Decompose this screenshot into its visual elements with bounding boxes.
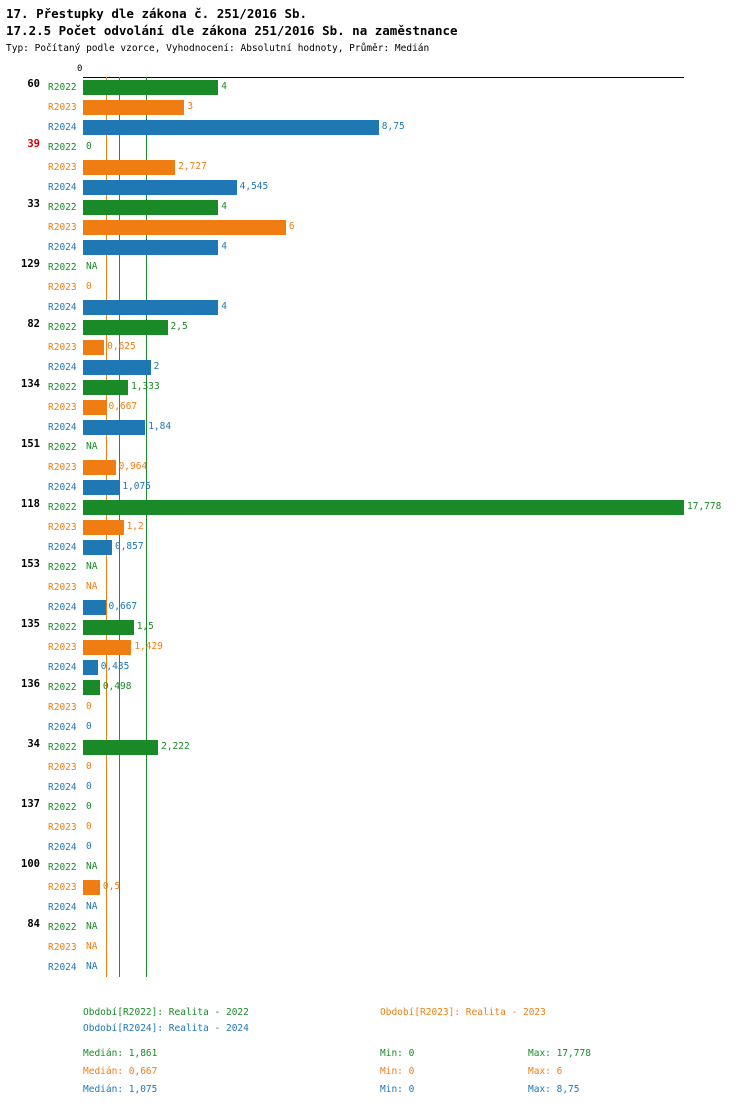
bar-fill xyxy=(83,460,116,475)
bar-fill xyxy=(83,640,131,655)
bar-value-label: 4 xyxy=(221,81,227,92)
bar-row xyxy=(0,238,750,258)
bar-value-label: 4 xyxy=(221,241,227,252)
bar-value-label: 2 xyxy=(153,361,160,372)
bar-value-label: 0 xyxy=(86,761,92,772)
page-title: 17.2.5 Počet odvolání dle zákona 251/2016 Sb. na zaměstnance xyxy=(6,23,458,38)
bar-row xyxy=(0,798,750,818)
bar-row xyxy=(0,458,750,478)
bar[interactable] xyxy=(83,500,684,515)
bar-fill xyxy=(83,480,119,495)
bar[interactable] xyxy=(83,680,100,695)
bar-fill xyxy=(83,160,175,175)
bar-fill xyxy=(83,360,151,375)
bar-row xyxy=(0,78,750,98)
bar-fill xyxy=(83,340,104,355)
min-value: Min: 0 xyxy=(380,1066,415,1077)
bar-group xyxy=(0,258,750,318)
series-label[interactable]: R2024 xyxy=(48,662,77,673)
group-label[interactable]: 136 xyxy=(21,678,40,690)
bar-row xyxy=(0,298,750,318)
chart-header xyxy=(0,0,750,56)
chart-legend xyxy=(0,1005,750,1037)
bar-fill xyxy=(83,680,100,695)
bar-value-label: 0 xyxy=(86,841,92,852)
series-label[interactable]: R2023 xyxy=(48,942,77,953)
series-label[interactable]: R2023 xyxy=(48,402,77,413)
series-label[interactable]: R2023 xyxy=(48,762,77,773)
bar[interactable] xyxy=(83,740,158,755)
bar-value-label: 0 xyxy=(86,781,92,792)
series-label[interactable]: R2023 xyxy=(48,642,77,653)
bar-value-label: NA xyxy=(86,941,98,952)
bar[interactable] xyxy=(83,600,106,615)
group-label[interactable]: 134 xyxy=(21,378,40,390)
group-label[interactable]: 137 xyxy=(21,798,40,810)
bar-row xyxy=(0,138,750,158)
bar-row xyxy=(0,358,750,378)
series-label[interactable]: R2022 xyxy=(48,442,77,453)
bar-row xyxy=(0,118,750,138)
series-label[interactable]: R2022 xyxy=(48,322,77,333)
bar-value-label: NA xyxy=(86,261,98,272)
group-label[interactable]: 153 xyxy=(21,558,40,570)
bar[interactable] xyxy=(83,320,168,335)
stats-row xyxy=(0,1081,750,1099)
series-label[interactable]: R2023 xyxy=(48,162,77,173)
bar-row xyxy=(0,618,750,638)
bar-value-label: 0,5 xyxy=(102,881,121,892)
bar-row xyxy=(0,198,750,218)
bar-value-label: 1,5 xyxy=(136,621,154,632)
group-label[interactable]: 39 xyxy=(27,138,40,150)
bar-row xyxy=(0,418,750,438)
group-label[interactable]: 82 xyxy=(27,318,40,330)
bar-fill xyxy=(83,100,184,115)
bar-fill xyxy=(83,620,134,635)
bar[interactable] xyxy=(83,340,104,355)
bar-row xyxy=(0,218,750,238)
bar-value-label: 2,5 xyxy=(170,321,188,332)
series-label[interactable]: R2022 xyxy=(48,382,77,393)
bar-row xyxy=(0,858,750,878)
series-label[interactable]: R2022 xyxy=(48,502,77,513)
bar-row xyxy=(0,958,750,978)
series-label[interactable]: R2024 xyxy=(48,542,77,553)
series-label[interactable]: R2024 xyxy=(48,782,77,793)
series-label[interactable]: R2022 xyxy=(48,142,77,153)
bar-row xyxy=(0,98,750,118)
bar[interactable] xyxy=(83,660,98,675)
bar-row xyxy=(0,818,750,838)
bar-value-label: 1,2 xyxy=(126,521,144,532)
series-label[interactable]: R2023 xyxy=(48,342,77,353)
bar[interactable] xyxy=(83,380,128,395)
series-label[interactable]: R2024 xyxy=(48,302,77,313)
bar-groups xyxy=(0,78,750,978)
bar-row xyxy=(0,778,750,798)
bar-value-label: 4 xyxy=(221,301,227,312)
series-label[interactable]: R2024 xyxy=(48,182,77,193)
bar-row xyxy=(0,638,750,658)
bar-row xyxy=(0,718,750,738)
series-label[interactable]: R2022 xyxy=(48,262,77,273)
bar-group xyxy=(0,438,750,498)
series-label[interactable]: R2023 xyxy=(48,282,77,293)
chart-subtitle: Typ: Počítaný podle vzorce, Vyhodnocení: Absolutní hodnoty, Průměr: Medián xyxy=(6,43,430,54)
bar-row xyxy=(0,478,750,498)
bar-value-label: 0,667 xyxy=(108,601,138,612)
bar[interactable] xyxy=(83,300,218,315)
bar-value-label: 1,429 xyxy=(134,641,163,652)
bar-row xyxy=(0,698,750,718)
max-value: Max: 8,75 xyxy=(528,1084,580,1095)
bar-value-label: 2,222 xyxy=(161,741,190,752)
x-axis-zero-tick-label: 0 xyxy=(77,64,83,74)
bar-fill xyxy=(83,240,218,255)
bar[interactable] xyxy=(83,360,151,375)
series-label[interactable]: R2023 xyxy=(48,222,77,233)
series-label[interactable]: R2022 xyxy=(48,922,77,933)
group-label[interactable]: 151 xyxy=(21,438,40,450)
bar-row xyxy=(0,378,750,398)
bar-value-label: 0 xyxy=(86,821,92,832)
bar-value-label: 0 xyxy=(86,801,92,812)
bar[interactable] xyxy=(83,420,145,435)
series-label[interactable]: R2024 xyxy=(48,122,77,133)
series-label[interactable]: R2024 xyxy=(48,842,77,853)
median-value: Medián: 1,075 xyxy=(83,1084,158,1095)
bar-row xyxy=(0,578,750,598)
bar-group xyxy=(0,558,750,618)
bar-row xyxy=(0,758,750,778)
series-label[interactable]: R2022 xyxy=(48,562,77,573)
bar-value-label: NA xyxy=(86,861,98,872)
bar-row xyxy=(0,938,750,958)
bar-fill xyxy=(83,400,106,415)
bar-row xyxy=(0,538,750,558)
legend-row xyxy=(0,1021,750,1037)
bar-group xyxy=(0,318,750,378)
bar-fill xyxy=(83,420,145,435)
min-value: Min: 0 xyxy=(380,1048,415,1059)
group-label[interactable]: 118 xyxy=(21,498,40,510)
bar[interactable] xyxy=(83,620,134,635)
bar-row xyxy=(0,318,750,338)
bar-value-label: NA xyxy=(86,561,98,572)
series-label[interactable]: R2024 xyxy=(48,362,77,373)
group-label[interactable]: 129 xyxy=(21,258,40,270)
bar-value-label: NA xyxy=(86,901,98,912)
max-value: Max: 17,778 xyxy=(528,1048,591,1059)
bar-group xyxy=(0,678,750,738)
min-value: Min: 0 xyxy=(380,1084,415,1095)
bar[interactable] xyxy=(83,520,124,535)
bar-value-label: 0 xyxy=(86,701,92,712)
bar-value-label: 1,075 xyxy=(122,481,151,492)
bar-fill xyxy=(83,660,98,675)
series-label[interactable]: R2022 xyxy=(48,82,77,93)
bar-group xyxy=(0,498,750,558)
series-label[interactable]: R2024 xyxy=(48,902,77,913)
series-label[interactable]: R2024 xyxy=(48,422,77,433)
group-label[interactable]: 84 xyxy=(27,918,40,930)
bar-row xyxy=(0,918,750,938)
bar[interactable] xyxy=(83,80,218,95)
series-label[interactable]: R2024 xyxy=(48,722,77,733)
series-label[interactable]: R2024 xyxy=(48,962,77,973)
bar-fill xyxy=(83,120,379,135)
series-label[interactable]: R2022 xyxy=(48,742,77,753)
group-label[interactable]: 135 xyxy=(21,618,40,630)
bar-group xyxy=(0,738,750,798)
bar-fill xyxy=(83,740,158,755)
series-label[interactable]: R2023 xyxy=(48,702,77,713)
bar-value-label: 0,667 xyxy=(108,401,138,412)
bar[interactable] xyxy=(83,880,100,895)
bar-row xyxy=(0,278,750,298)
bar-value-label: 3 xyxy=(187,101,194,112)
median-value: Medián: 0,667 xyxy=(83,1066,158,1077)
bar-group xyxy=(0,798,750,858)
bar[interactable] xyxy=(83,480,119,495)
bar-group xyxy=(0,198,750,258)
max-value: Max: 6 xyxy=(528,1066,563,1077)
stats-row xyxy=(0,1045,750,1063)
bar-fill xyxy=(83,80,218,95)
bar-fill xyxy=(83,520,124,535)
median-value: Medián: 1,861 xyxy=(83,1048,158,1059)
group-label[interactable]: 100 xyxy=(21,858,40,870)
bar-fill xyxy=(83,600,106,615)
bar-row xyxy=(0,678,750,698)
series-label[interactable]: R2023 xyxy=(48,102,77,113)
bar-value-label: 4 xyxy=(221,201,227,212)
bar-fill xyxy=(83,300,218,315)
chart-statistics xyxy=(0,1045,750,1099)
bar-row xyxy=(0,558,750,578)
group-label[interactable]: 33 xyxy=(27,198,40,210)
bar-value-label: 0 xyxy=(86,721,92,732)
bar-value-label: 0,435 xyxy=(100,661,130,672)
bar-value-label: NA xyxy=(86,961,98,972)
bar-group xyxy=(0,918,750,978)
bar-row xyxy=(0,878,750,898)
bar-value-label: 17,778 xyxy=(687,501,722,512)
bar-row xyxy=(0,738,750,758)
stats-row xyxy=(0,1063,750,1081)
bar[interactable] xyxy=(83,400,106,415)
bar-row xyxy=(0,598,750,618)
legend-row xyxy=(0,1005,750,1021)
bar-value-label: 4,545 xyxy=(239,181,269,192)
bar[interactable] xyxy=(83,640,131,655)
series-label[interactable]: R2022 xyxy=(48,202,77,213)
bar-value-label: 0,625 xyxy=(107,341,136,352)
bar-row xyxy=(0,518,750,538)
bar-value-label: 1,84 xyxy=(148,421,172,432)
bar-value-label: 2,727 xyxy=(178,161,207,172)
bar-value-label: 0 xyxy=(86,141,92,152)
series-label[interactable]: R2022 xyxy=(48,802,77,813)
bar-fill xyxy=(83,320,168,335)
bar[interactable] xyxy=(83,160,175,175)
bar-value-label: 0,964 xyxy=(118,461,148,472)
series-label[interactable]: R2022 xyxy=(48,682,77,693)
bar-value-label: 1,333 xyxy=(131,381,160,392)
bar[interactable] xyxy=(83,220,286,235)
bar-value-label: NA xyxy=(86,581,98,592)
series-label[interactable]: R2023 xyxy=(48,822,77,833)
bar[interactable] xyxy=(83,460,116,475)
bar-group xyxy=(0,138,750,198)
series-label[interactable]: R2022 xyxy=(48,622,77,633)
bar-group xyxy=(0,618,750,678)
group-label[interactable]: 60 xyxy=(27,78,40,90)
series-label[interactable]: R2024 xyxy=(48,482,77,493)
bar-fill xyxy=(83,380,128,395)
series-label[interactable]: R2023 xyxy=(48,882,77,893)
series-label[interactable]: R2023 xyxy=(48,462,77,473)
bar-fill xyxy=(83,220,286,235)
bar-group xyxy=(0,78,750,138)
bar[interactable] xyxy=(83,120,379,135)
bar[interactable] xyxy=(83,540,112,555)
legend-item[interactable]: Období[R2022]: Realita - 2022 xyxy=(83,1007,249,1018)
bar-row xyxy=(0,498,750,518)
bar-row xyxy=(0,658,750,678)
bar-value-label: NA xyxy=(86,441,98,452)
bar[interactable] xyxy=(83,240,218,255)
bar-group xyxy=(0,858,750,918)
chart-plot-area xyxy=(0,64,750,973)
bar[interactable] xyxy=(83,100,184,115)
bar-row xyxy=(0,158,750,178)
bar[interactable] xyxy=(83,180,237,195)
bar-value-label: 0,498 xyxy=(102,681,132,692)
legend-item[interactable]: Období[R2024]: Realita - 2024 xyxy=(83,1023,249,1034)
series-label[interactable]: R2022 xyxy=(48,862,77,873)
series-label[interactable]: R2023 xyxy=(48,522,77,533)
bar-row xyxy=(0,838,750,858)
bar-row xyxy=(0,178,750,198)
bar-value-label: 0,857 xyxy=(114,541,144,552)
group-label[interactable]: 34 xyxy=(27,738,40,750)
series-label[interactable]: R2024 xyxy=(48,602,77,613)
bar-row xyxy=(0,898,750,918)
legend-item[interactable]: Období[R2023]: Realita - 2023 xyxy=(380,1007,546,1018)
bar-fill xyxy=(83,880,100,895)
report-title: 17. Přestupky dle zákona č. 251/2016 Sb. xyxy=(6,6,308,21)
bar-value-label: NA xyxy=(86,921,98,932)
bar-fill xyxy=(83,180,237,195)
bar-value-label: 0 xyxy=(86,281,92,292)
bar-row xyxy=(0,338,750,358)
bar-value-label: 8,75 xyxy=(381,121,405,132)
bar-value-label: 6 xyxy=(288,221,295,232)
bar-fill xyxy=(83,500,684,515)
bar[interactable] xyxy=(83,200,218,215)
bar-group xyxy=(0,378,750,438)
bar-row xyxy=(0,258,750,278)
bar-fill xyxy=(83,540,112,555)
bar-row xyxy=(0,438,750,458)
series-label[interactable]: R2024 xyxy=(48,242,77,253)
series-label[interactable]: R2023 xyxy=(48,582,77,593)
bar-row xyxy=(0,398,750,418)
bar-fill xyxy=(83,200,218,215)
